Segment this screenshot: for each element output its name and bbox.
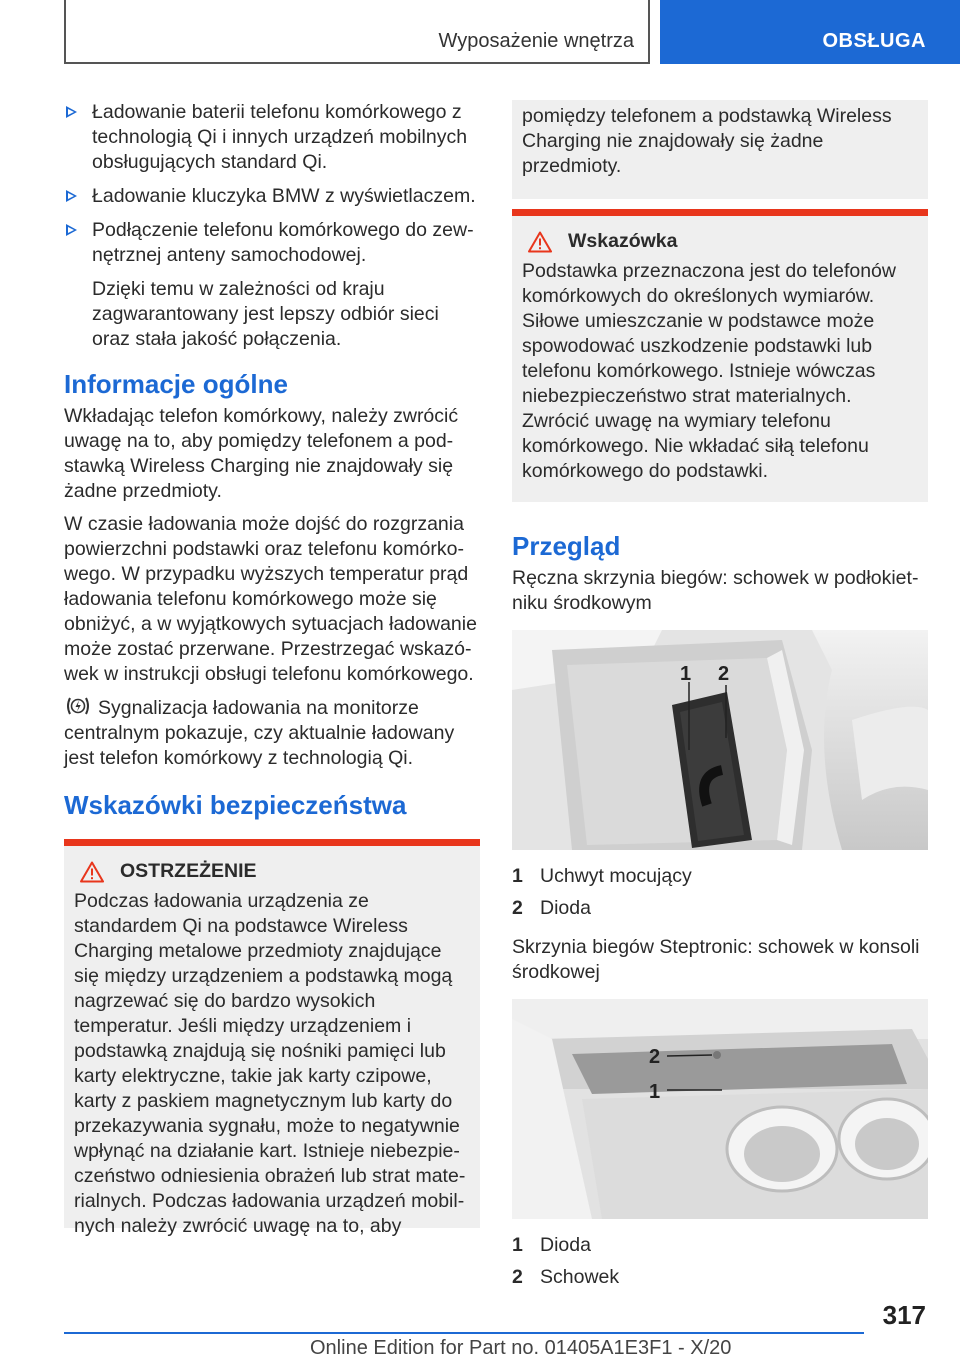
warning-bar: [64, 839, 480, 846]
bullet-item: Podłączenie telefonu komórkowego do zewnętrznej anteny samochodowej.: [64, 218, 480, 268]
callout-1: 1: [680, 663, 692, 685]
callout-1: 1: [649, 1081, 661, 1103]
wireless-charging-icon: [64, 695, 92, 717]
warning-box: [64, 846, 480, 1237]
legend-item: 2 Dioda: [512, 897, 591, 919]
charging-indicator-paragraph: Sygnalizacja ładowania na monitorze centralnym pokazuje, czy aktualnie ładowany jest telefon komórkowy z technologią Qi.: [64, 697, 455, 769]
right-column: [512, 100, 928, 1297]
triangle-bullet-icon: [66, 190, 77, 202]
overview-heading: Przegląd: [512, 531, 621, 561]
section-title: Wyposażenie wnętrza: [438, 30, 634, 52]
figure1-legend: [512, 864, 928, 921]
safety-heading: Wskazówki bezpieczeństwa: [64, 790, 407, 820]
warning-text-continued: pomiędzy telefonem a podstawką Wireless Charging nie znajdowały się żadne przedmioty.: [522, 105, 892, 177]
triangle-bullet-icon: [66, 106, 77, 118]
armrest-storage-image: [512, 630, 928, 850]
warning-triangle-icon: [80, 861, 104, 883]
warning-text: Podczas ładowania urządzenia ze standardem Qi na podstawce Wireless Charging metalowe przedmioty znajdujące się między urządzeniem a podstawką mogą nagrzewać się do bardzo wysokich temperatur. Jeśli między urządzeniem i podstawką znajdują się nośniki pamięci lub karty elektryczne, takie jak karty czipowe, karty z paskiem magnetycznym lub karty do przekazywania sygnału, może to negatywnie wpłynąć na działanie kart. Istnieje niebezpieczeństwo odniesienia obrażeń lub strat materialnych. Podczas ładowania urządzeń mobilnych należy zwrócić uwagę na to, aby: [74, 890, 466, 1237]
legend-item: 1 Dioda: [512, 1234, 591, 1256]
header-section-box: [64, 0, 650, 64]
header-chapter-tab[interactable]: [660, 0, 960, 64]
legend-item: 1 Uchwyt mocujący: [512, 865, 692, 887]
figure2-caption: Skrzynia biegów Steptronic: schowek w konsoli środkowej: [512, 936, 920, 983]
chapter-title: OBSŁUGA: [822, 30, 926, 52]
general-info-heading: Informacje ogólne: [64, 369, 288, 399]
general-info-paragraph: W czasie ładowania może dojść do rozgrzania powierzchni podstawki oraz telefonu komórkowego. W przypadku wyższych temperatur prąd ładowania telefonu komórkowego może się obniżyć, a w wyjątkowych sytuacjach ładowanie może zostać przerwane. Przestrzegać wskazówek w instrukcji obsługi telefonu komórkowego.: [64, 513, 477, 685]
note-box: [512, 216, 928, 502]
bullet-note: Dzięki temu w zależności od kraju zagwarantowany jest lepszy odbiór sieci oraz stała jakość połączenia.: [92, 278, 439, 350]
general-info-paragraph: Wkładając telefon komórkowy, należy zwrócić uwagę na to, aby pomiędzy telefonem a podstawką Wireless Charging nie znajdowały się żadne przedmioty.: [64, 405, 459, 502]
edition-footer: Online Edition for Part no. 01405A1E3F1 - X/20: [310, 1337, 732, 1359]
triangle-bullet-icon: [66, 224, 77, 236]
footer-divider: [64, 1332, 864, 1334]
page-number: 317: [882, 1300, 926, 1330]
warning-title: OSTRZEŻENIE: [120, 860, 257, 882]
callout-2: 2: [718, 663, 730, 685]
note-text: Podstawka przeznaczona jest do telefonów komórkowych do określonych wymiarów. Siłowe umieszczanie w podstawce może spowodować uszkodzenie podstawki lub telefonu komórkowego. Istnieje wówczas niebezpieczeństwo strat materialnych. Zwrócić uwagę na wymiary telefonu komórkowego. Nie wkładać siłą telefonu komórkowego do podstawki.: [522, 260, 896, 482]
console-illustration: [512, 999, 928, 1219]
bullet-item: Ładowanie baterii telefonu komórkowego z technologią Qi i innych urządzeń mobilnych obsługujących standard Qi.: [64, 100, 480, 175]
figure2-legend: [512, 1233, 928, 1290]
callout-2: 2: [649, 1046, 661, 1068]
armrest-illustration: [512, 630, 928, 850]
note-bar: [512, 209, 928, 216]
note-title: Wskazówka: [568, 230, 678, 252]
bullet-item: Ładowanie kluczyka BMW z wyświetlaczem.: [64, 184, 480, 209]
legend-item: 2 Schowek: [512, 1266, 620, 1288]
warning-box-continued: [512, 100, 928, 199]
console-storage-image: [512, 999, 928, 1219]
left-column: [64, 100, 480, 1237]
warning-triangle-icon: [528, 231, 552, 253]
figure1-caption: Ręczna skrzynia biegów: schowek w podłokietniku środkowym: [512, 567, 919, 614]
